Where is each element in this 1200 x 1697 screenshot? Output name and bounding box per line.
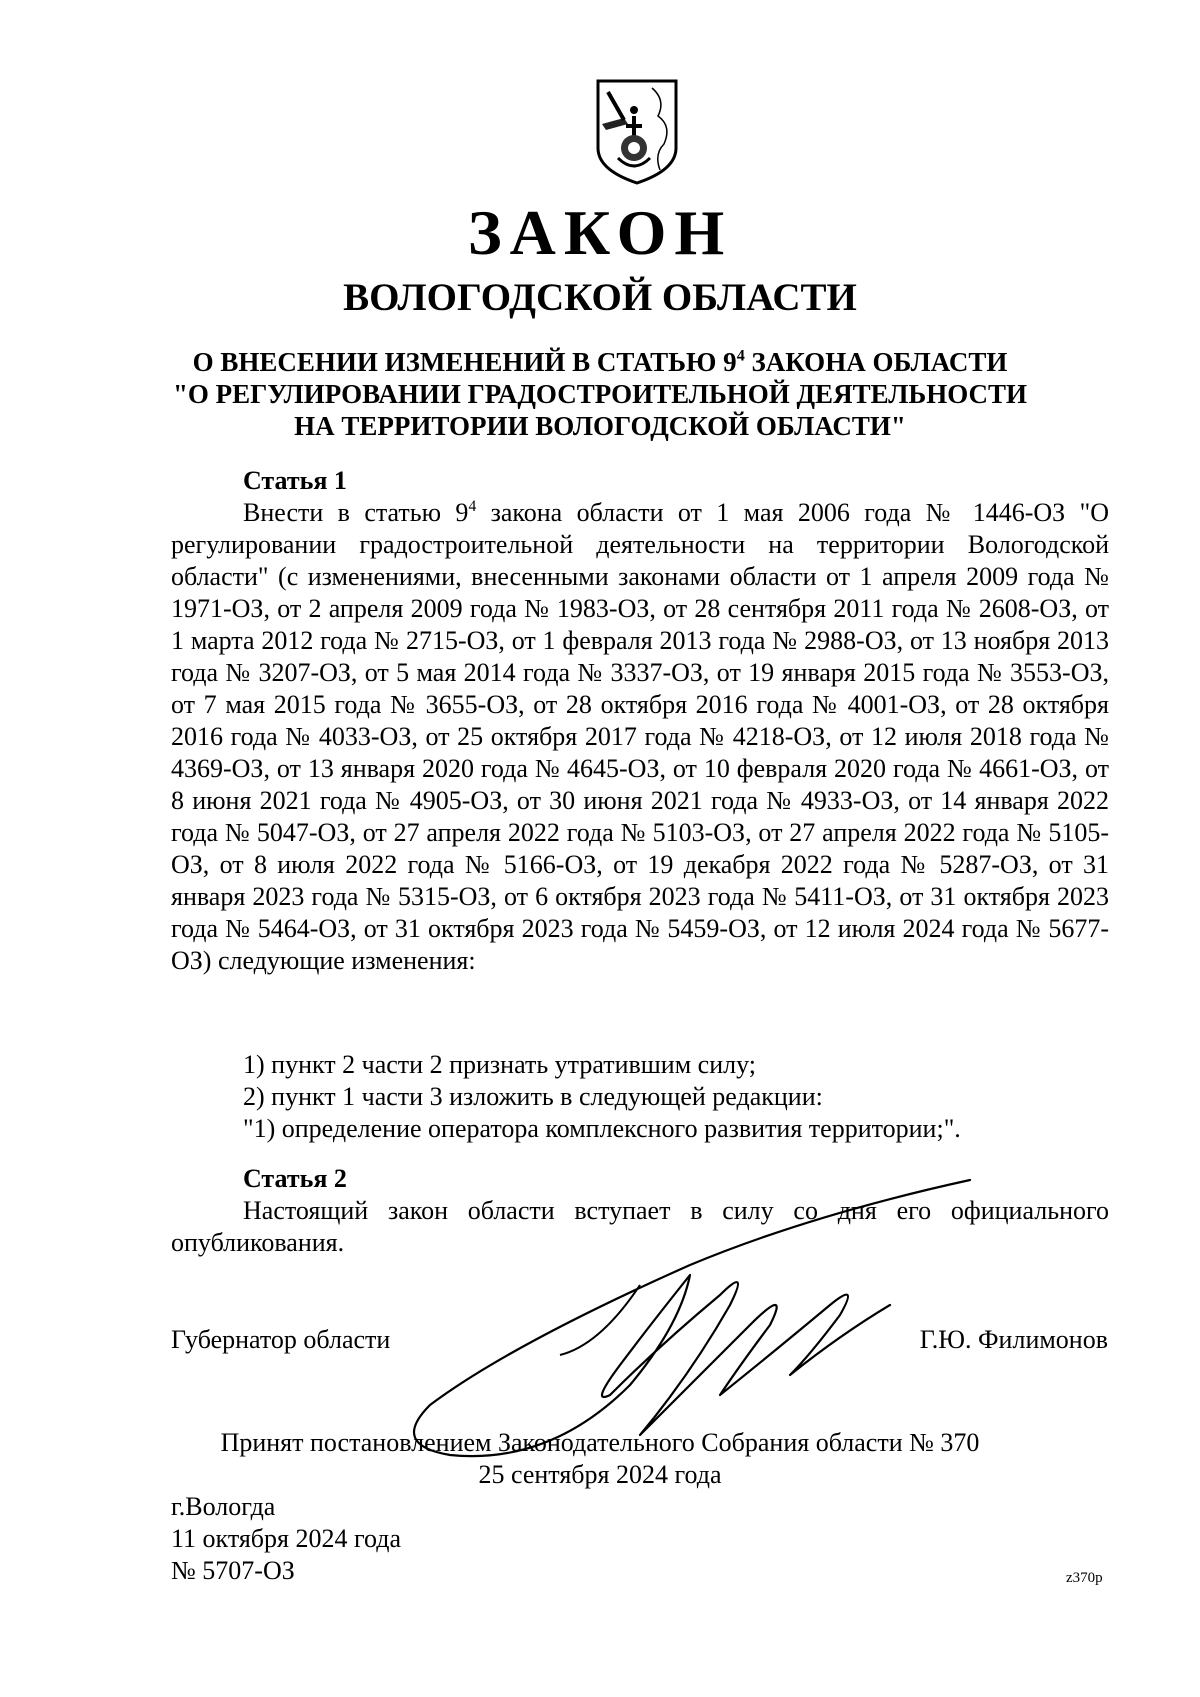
region-title: ВОЛОГОДСКОЙ ОБЛАСТИ — [343, 276, 857, 319]
adoption-line-2: 25 сентября 2024 года — [478, 1460, 722, 1489]
subtitle-line-2: "О РЕГУЛИРОВАНИИ ГРАДОСТРОИТЕЛЬНОЙ ДЕЯТЕЛЬНОСТИ — [172, 379, 1028, 409]
document-type-title: ЗАКОН — [467, 197, 733, 268]
place-of-signing: г.Вологда — [171, 1492, 276, 1521]
subtitle-line-1: О ВНЕСЕНИИ ИЗМЕНЕНИЙ В СТАТЬЮ $9^4$ ЗАКОНА ОБЛАСТИ — [192, 346, 1008, 377]
subtitle-line-3: НА ТЕРРИТОРИИ ВОЛОГОДСКОЙ ОБЛАСТИ" — [294, 411, 906, 441]
signatory-name: Г.Ю. Филимонов — [919, 1325, 1108, 1354]
article-1-item-3: "1) определение оператора комплексного развития территории;". — [243, 1114, 961, 1143]
signatory-title: Губернатор области — [171, 1325, 391, 1354]
document-code: z370p — [1066, 1570, 1103, 1586]
article-1-heading: Статья 1 — [243, 466, 347, 495]
law-number: № 5707-ОЗ — [171, 1556, 295, 1585]
article-1-item-2: 2) пункт 1 части 3 изложить в следующей редакции: — [243, 1082, 823, 1111]
coat-of-arms-emblem — [594, 78, 680, 186]
adoption-line-1: Принят постановлением Законодательного Собрания области № 370 — [220, 1428, 980, 1457]
article-1-item-1: 1) пункт 2 части 2 признать утратившим силу; — [243, 1050, 756, 1079]
article-2-heading: Статья 2 — [243, 1164, 347, 1193]
article-2-text: Настоящий закон области вступает в силу со дня его официального опубликования. — [171, 1196, 1109, 1257]
article-1-text: Внести в статью $9^4$ закона области от 1 мая 2006 года № 1446-ОЗ "О регулировании градостроительной деятельности на территории Вологодской области" (с изменениями, внесенными законами области от 1 апреля 2009 года № 1971-ОЗ, от 2 апреля 2009 года № 1983-ОЗ, от 28 сентября 2011 года № 2608-ОЗ, от 1 марта 2012 года № 2715-ОЗ, от 1 февраля 2013 года № 2988-ОЗ, от 13 ноября 2013 года № 3207-ОЗ, от 5 мая 2014 года № 3337-ОЗ, от 19 января 2015 года № 3553-ОЗ, от 7 мая 2015 года № 3655-ОЗ, от 28 октября 2016 года № 4001-ОЗ, от 28 октября 2016 года № 4033-ОЗ, от 25 октября 2017 года № 4218-ОЗ, от 12 июля 2018 года № 4369-ОЗ, от 13 января 2020 года № 4645-ОЗ, от 10 февраля 2020 года № 4661-ОЗ, от 8 июня 2021 года № 4905-ОЗ, от 30 июня 2021 года № 4933-ОЗ, от 14 января 2022 года № 5047-ОЗ, от 27 апреля 2022 года № 5103-ОЗ, от 27 апреля 2022 года № 5105-ОЗ, от 8 июля 2022 года № 5166-ОЗ, от 19 декабря 2022 года № 5287-ОЗ, от 31 января 2023 года № 5315-ОЗ, от 6 октября 2023 года № 5411-ОЗ, от 31 октября 2023 года № 5464-ОЗ, от 31 октября 2023 года № 5459-ОЗ, от 12 июля 2024 года № 5677-ОЗ) следующие изменения: — [171, 497, 1109, 975]
law-subtitle — [140, 346, 1060, 442]
signing-date: 11 октября 2024 года — [171, 1524, 402, 1553]
adoption-note — [0, 1427, 1200, 1491]
